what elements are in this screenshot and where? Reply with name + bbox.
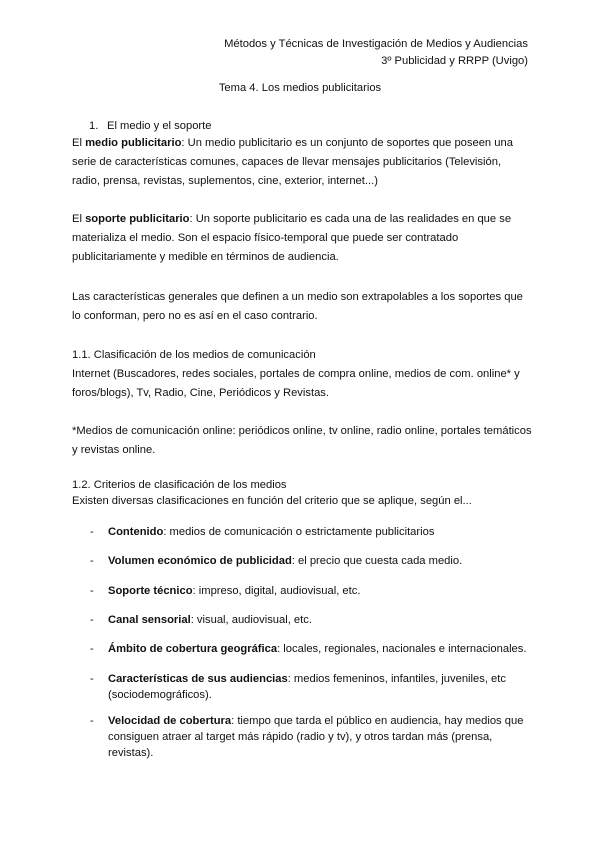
section-1-heading	[89, 118, 211, 135]
list-item	[90, 671, 530, 703]
criterion-term: Características de sus audiencias	[108, 673, 288, 685]
criterion-term: Velocidad de cobertura	[108, 715, 232, 727]
bullet-dash: -	[90, 614, 94, 626]
bullet-dash: -	[90, 643, 94, 655]
header-course-group: 3º Publicidad y RRPP (Uvigo)	[381, 55, 528, 67]
bullet-dash: -	[90, 715, 94, 727]
medio-pre: El	[72, 137, 86, 149]
list-item	[90, 553, 530, 569]
criterion-text: : medios de comunicación o estrictamente publicitarios	[163, 526, 435, 538]
criterion-text: : el precio que cuesta cada medio.	[291, 555, 463, 567]
page-title: Tema 4. Los medios publicitarios	[218, 82, 382, 94]
bullet-dash: -	[90, 585, 94, 597]
section-1-1-heading: 1.1. Clasificación de los medios de comunicación	[72, 349, 316, 361]
paragraph-caracteristicas: Las características generales que definen a un medio son extrapolables a los soportes que lo conforman, pero no es así en el caso contrario.	[72, 291, 523, 322]
criterion-text: : impreso, digital, audiovisual, etc.	[192, 585, 361, 597]
footnote-online-media: *Medios de comunicación online: periódicos online, tv online, radio online, portales temáticos y revistas online.	[72, 425, 532, 456]
list-item	[90, 713, 530, 761]
criterion-term: Contenido	[108, 526, 164, 538]
section-1-heading-text: El medio y el soporte	[107, 120, 212, 132]
medio-definition: : Un medio publicitario es un conjunto de soportes que poseen una serie de características comunes, capaces de llevar mensajes publicitarios (Televisión, radio, prensa, revistas, suplementos, cine, exterior, internet...)	[72, 137, 513, 187]
list-item	[90, 524, 530, 540]
criterion-text: : medios femeninos, infantiles, juveniles, etc (sociodemográficos).	[108, 673, 506, 701]
paragraph-soporte-publicitario	[72, 210, 532, 267]
list-item	[90, 612, 530, 628]
section-1-number: 1.	[89, 120, 99, 132]
criterion-text: : visual, audiovisual, etc.	[190, 614, 312, 626]
section-1-2-intro: Existen diversas clasificaciones en función del criterio que se aplique, según el...	[72, 495, 472, 507]
list-item	[90, 583, 530, 599]
criterion-term: Canal sensorial	[108, 614, 191, 626]
bullet-dash: -	[90, 673, 94, 685]
term-medio-publicitario: medio publicitario	[85, 137, 182, 149]
criterion-term: Soporte técnico	[108, 585, 193, 597]
section-1-1-text: Internet (Buscadores, redes sociales, portales de compra online, medios de com. online* y foros/blogs), Tv, Radio, Cine, Periódicos y Revistas.	[72, 368, 520, 399]
criterion-text: : tiempo que tarda el público en audiencia, hay medios que consiguen atraer al target más rápido (radio y tv), y otros tardan más (prensa, revistas).	[108, 715, 524, 759]
term-soporte-publicitario: soporte publicitario	[85, 213, 190, 225]
soporte-definition: : Un soporte publicitario es cada una de las realidades en que se materializa el medio. Son el espacio físico-temporal que puede ser contratado publicitariamente y medible en términos de audiencia.	[72, 213, 512, 263]
list-item	[90, 641, 530, 657]
header-course-title: Métodos y Técnicas de Investigación de Medios y Audiencias	[224, 38, 528, 50]
criterion-text: : locales, regionales, nacionales e internacionales.	[277, 643, 527, 655]
section-1-2-heading: 1.2. Criterios de clasificación de los medios	[72, 479, 287, 491]
paragraph-medio-publicitario	[72, 134, 532, 191]
bullet-dash: -	[90, 526, 94, 538]
criterion-term: Volumen económico de publicidad	[108, 555, 292, 567]
soporte-pre: El	[72, 213, 86, 225]
bullet-dash: -	[90, 555, 94, 567]
criterion-term: Ámbito de cobertura geográfica	[108, 643, 278, 655]
